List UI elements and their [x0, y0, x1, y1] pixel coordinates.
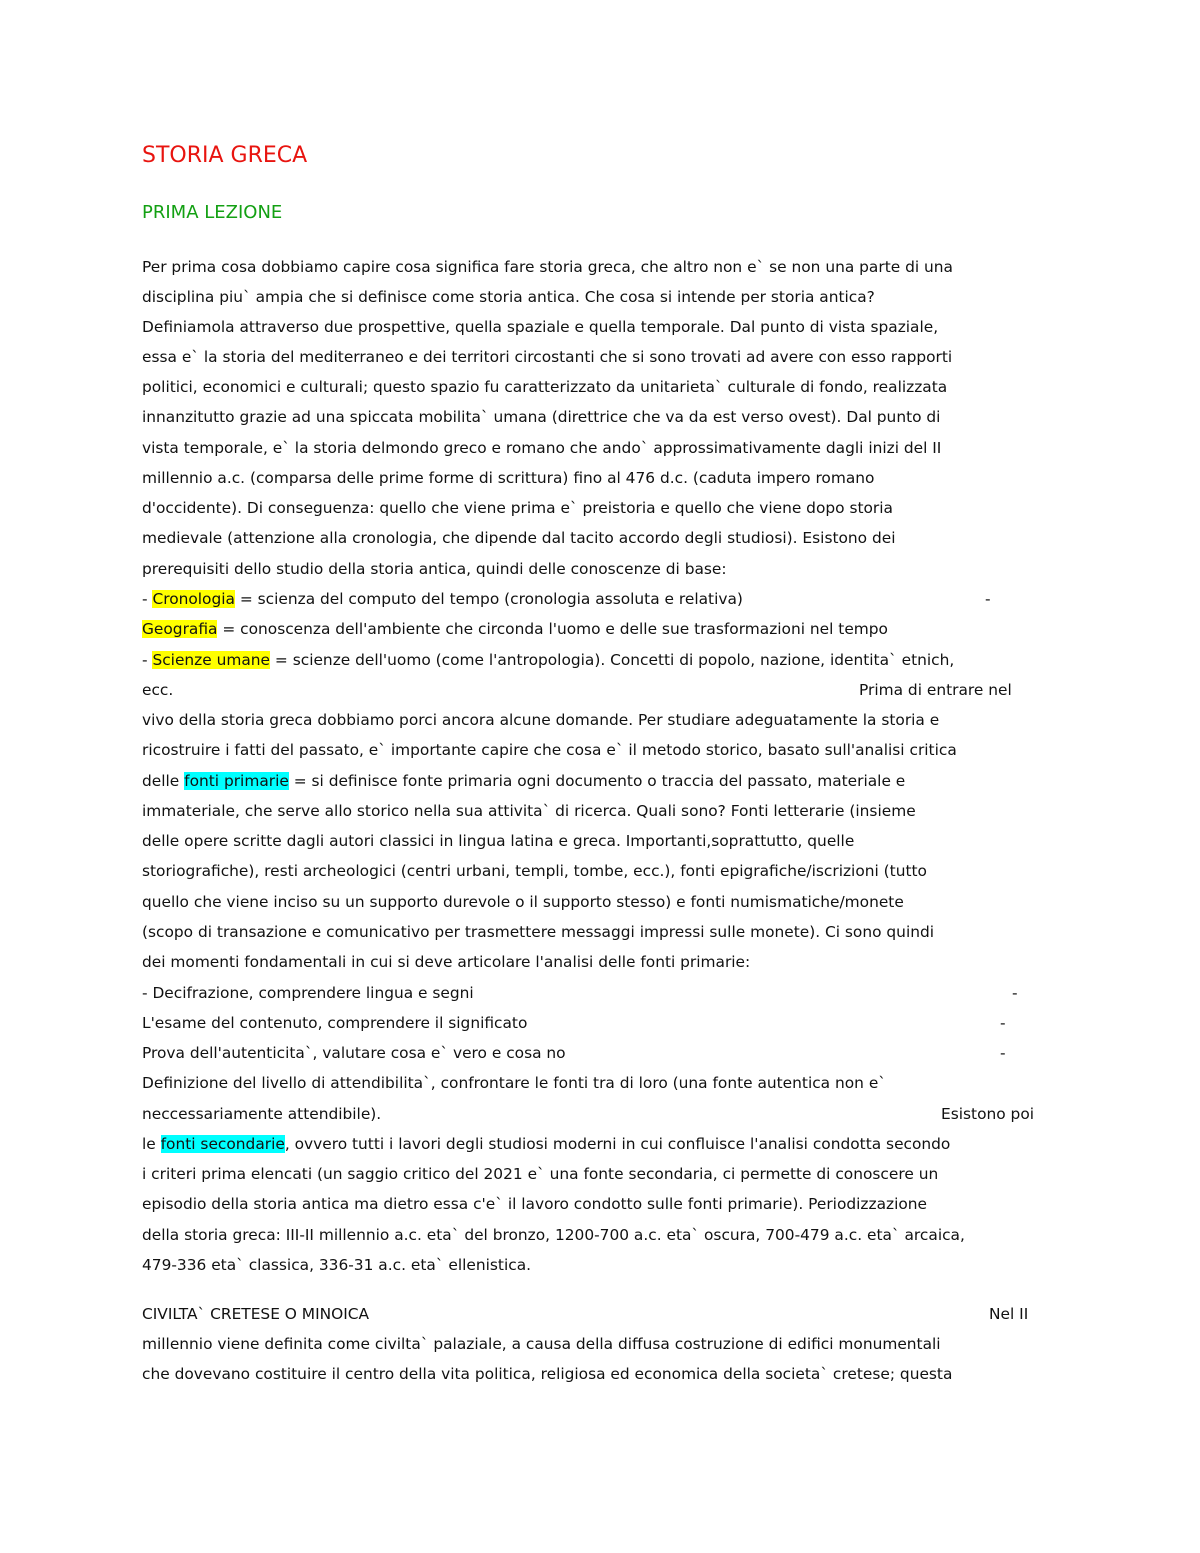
- paragraph-line: Definiamola attraverso due prospettive, quella spaziale e quella temporale. Dal punto di vista spaziale,: [142, 318, 939, 336]
- line-prefix: le: [142, 1135, 161, 1153]
- paragraph-line: essa e` la storia del mediterraneo e dei territori circostanti che si sono trovati ad avere con esso rapporti: [142, 348, 953, 366]
- paragraph-line: politici, economici e culturali; questo spazio fu caratterizzato da unitarieta` culturale di fondo, realizzata: [142, 378, 948, 396]
- list-bullet: -: [142, 590, 153, 608]
- paragraph-line-right: Prima di entrare nel: [859, 681, 1012, 699]
- highlighted-term: fonti primarie: [184, 772, 289, 790]
- line-prefix: delle: [142, 772, 185, 790]
- paragraph-line: della storia greca: III-II millennio a.c. eta` del bronzo, 1200-700 a.c. eta` oscura, 700-479 a.c. eta` arcaica,: [142, 1226, 965, 1244]
- list-item-cronologia: [142, 588, 743, 610]
- paragraph-line-right: Esistono poi: [941, 1105, 1035, 1123]
- paragraph-line: storiografiche), resti archeologici (centri urbani, templi, tombe, ecc.), fonti epigrafiche/iscrizioni (tutto: [142, 862, 927, 880]
- list-item-geografia: [142, 618, 888, 640]
- document-title: STORIA GRECA: [142, 143, 308, 168]
- paragraph-line: che dovevano costituire il centro della vita politica, religiosa ed economica della societa` cretese; questa: [142, 1365, 953, 1383]
- paragraph-line-right: Nel II: [989, 1305, 1029, 1323]
- highlighted-term: Cronologia: [152, 590, 235, 608]
- highlighted-term: Scienze umane: [152, 651, 271, 669]
- paragraph-line: ricostruire i fatti del passato, e` importante capire che cosa e` il metodo storico, basato sull'analisi critica: [142, 741, 957, 759]
- highlighted-term: fonti secondarie: [160, 1135, 285, 1153]
- term-definition: = si definisce fonte primaria ogni documento o traccia del passato, materiale e: [288, 772, 906, 790]
- list-dash: -: [1000, 1044, 1006, 1062]
- list-item: L'esame del contenuto, comprendere il significato: [142, 1014, 528, 1032]
- term-definition: = scienze dell'uomo (come l'antropologia). Concetti di popolo, nazione, identita` etnich,: [270, 651, 955, 669]
- list-item: Definizione del livello di attendibilita`, confrontare le fonti tra di loro (una fonte autentica non e`: [142, 1074, 886, 1092]
- term-definition: = conoscenza dell'ambiente che circonda l'uomo e delle sue trasformazioni nel tempo: [217, 620, 888, 638]
- paragraph-line: vivo della storia greca dobbiamo porci ancora alcune domande. Per studiare adeguatamente la storia e: [142, 711, 940, 729]
- list-item: Prova dell'autenticita`, valutare cosa e` vero e cosa no: [142, 1044, 566, 1062]
- list-dash: -: [985, 590, 991, 608]
- paragraph-line: dei momenti fondamentali in cui si deve articolare l'analisi delle fonti primarie:: [142, 953, 751, 971]
- paragraph-line: millennio viene definita come civilta` palaziale, a causa della diffusa costruzione di edifici monumentali: [142, 1335, 941, 1353]
- section-heading: PRIMA LEZIONE: [142, 202, 283, 223]
- paragraph-line: millennio a.c. (comparsa delle prime forme di scrittura) fino al 476 d.c. (caduta impero romano: [142, 469, 875, 487]
- section-heading-civilta-cretese: CIVILTA` CRETESE O MINOICA: [142, 1305, 370, 1323]
- paragraph-line: neccessariamente attendibile).: [142, 1105, 382, 1123]
- paragraph-line: 479-336 eta` classica, 336-31 a.c. eta` ellenistica.: [142, 1256, 532, 1274]
- paragraph-line: medievale (attenzione alla cronologia, che dipende dal tacito accordo degli studiosi). Esistono dei: [142, 529, 896, 547]
- paragraph-line: innanzitutto grazie ad una spiccata mobilita` umana (direttrice che va da est verso ovest). Dal punto di: [142, 408, 941, 426]
- list-item-scienze-umane: [142, 649, 954, 671]
- paragraph-line: disciplina piu` ampia che si definisce come storia antica. Che cosa si intende per storia antica?: [142, 288, 875, 306]
- paragraph-line: quello che viene inciso su un supporto durevole o il supporto stesso) e fonti numismatiche/monete: [142, 893, 904, 911]
- paragraph-line: vista temporale, e` la storia delmondo greco e romano che ando` approssimativamente dagli inizi del II: [142, 439, 942, 457]
- paragraph-line: (scopo di transazione e comunicativo per trasmettere messaggi impressi sulle monete). Ci sono quindi: [142, 923, 935, 941]
- term-definition: , ovvero tutti i lavori degli studiosi moderni in cui confluisce l'analisi condotta secondo: [284, 1135, 951, 1153]
- term-definition: = scienza del computo del tempo (cronologia assoluta e relativa): [234, 590, 743, 608]
- paragraph-line: ecc.: [142, 681, 174, 699]
- list-item: - Decifrazione, comprendere lingua e segni: [142, 984, 474, 1002]
- paragraph-line: Per prima cosa dobbiamo capire cosa significa fare storia greca, che altro non e` se non una parte di una: [142, 258, 953, 276]
- paragraph-line: i criteri prima elencati (un saggio critico del 2021 e` una fonte secondaria, ci permette di conoscere un: [142, 1165, 939, 1183]
- paragraph-line: immateriale, che serve allo storico nella sua attivita` di ricerca. Quali sono? Fonti letterarie (insieme: [142, 802, 916, 820]
- list-bullet: -: [142, 651, 153, 669]
- highlighted-term: Geografia: [142, 620, 218, 638]
- list-dash: -: [1012, 984, 1018, 1002]
- paragraph-line: prerequisiti dello studio della storia antica, quindi delle conoscenze di base:: [142, 560, 727, 578]
- paragraph-line: episodio della storia antica ma dietro essa c'e` il lavoro condotto sulle fonti primarie). Periodizzazione: [142, 1195, 927, 1213]
- paragraph-line: [142, 770, 905, 792]
- list-dash: -: [1000, 1014, 1006, 1032]
- paragraph-line: d'occidente). Di conseguenza: quello che viene prima e` preistoria e quello che viene dopo storia: [142, 499, 893, 517]
- paragraph-line: delle opere scritte dagli autori classici in lingua latina e greca. Importanti,soprattutto, quelle: [142, 832, 855, 850]
- paragraph-line: [142, 1133, 950, 1155]
